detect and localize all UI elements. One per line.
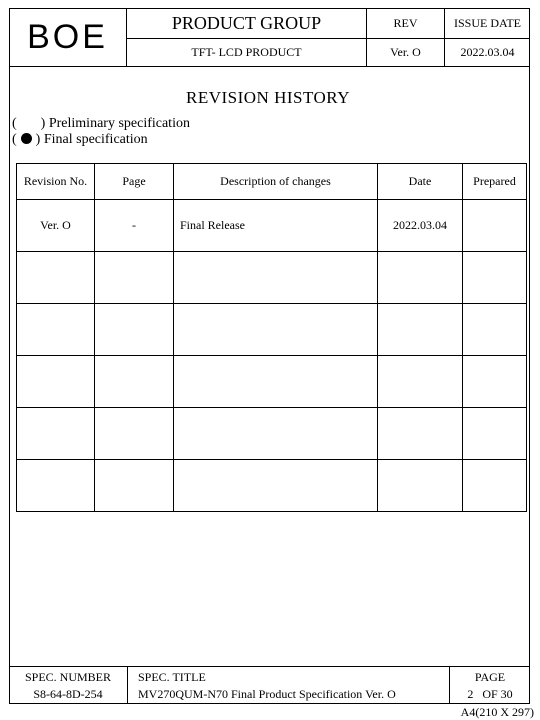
cell-revision [17,408,95,460]
revision-table [16,163,527,512]
cell-prepared [463,460,527,512]
header-date: Date [378,164,463,200]
filled-circle-icon [21,133,32,144]
cell-revision: Ver. O [17,200,95,252]
product-group-label: PRODUCT GROUP [127,8,367,39]
table-header-row [17,164,527,200]
page-cell [450,667,530,704]
preliminary-label: Preliminary specification [48,116,190,131]
spec-title-value: MV270QUM-N70 Final Product Specification Ver. O [138,687,396,701]
cell-page [95,460,174,512]
page-label: PAGE [474,670,506,684]
cell-revision [17,304,95,356]
cell-prepared [463,356,527,408]
rev-value: Ver. O [367,39,445,66]
table-row [17,304,527,356]
spec-option-final: ( ) Final specification [12,132,148,147]
cell-prepared [463,408,527,460]
cell-description [174,304,378,356]
header-page: Page [95,164,174,200]
cell-page [95,408,174,460]
document-header [9,8,530,67]
spec-title-label: SPEC. TITLE [138,670,206,684]
page-value: 2 OF 30 [467,687,513,701]
cell-revision [17,460,95,512]
paper-size-label: A4(210 X 297) [460,705,534,719]
cell-revision [17,356,95,408]
spec-number-label: SPEC. NUMBER [24,670,112,684]
document-footer [9,666,530,704]
cell-prepared [463,200,527,252]
cell-description: Final Release [174,200,378,252]
company-logo [9,8,127,66]
cell-description [174,252,378,304]
cell-prepared [463,252,527,304]
header-description: Description of changes [174,164,378,200]
cell-page: - [95,200,174,252]
spec-number-cell [9,667,128,704]
spec-option-preliminary: ( ) Preliminary specification [12,116,190,131]
logo-text: BOE [27,17,108,56]
final-label: Final specification [43,132,148,147]
table-row [17,356,527,408]
cell-date [378,304,463,356]
issue-date-value: 2022.03.04 [460,45,515,59]
cell-description [174,356,378,408]
cell-date [378,356,463,408]
rev-label: REV [367,8,445,39]
cell-date [378,460,463,512]
page-title: REVISION HISTORY [185,88,350,107]
cell-prepared [463,304,527,356]
cell-page [95,304,174,356]
table-row [17,252,527,304]
table-row [17,460,527,512]
cell-date: 2022.03.04 [378,200,463,252]
table-row [17,408,527,460]
table-row [17,200,527,252]
product-name: TFT- LCD PRODUCT [127,39,367,66]
header-revision-no: Revision No. [17,164,95,200]
header-prepared: Prepared [463,164,527,200]
cell-description [174,460,378,512]
issue-date-label: ISSUE DATE [445,8,530,39]
spec-number-value: S8-64-8D-254 [33,687,103,701]
cell-date [378,408,463,460]
cell-revision [17,252,95,304]
cell-page [95,356,174,408]
cell-date [378,252,463,304]
cell-description [174,408,378,460]
cell-page [95,252,174,304]
spec-title-cell [128,667,450,704]
